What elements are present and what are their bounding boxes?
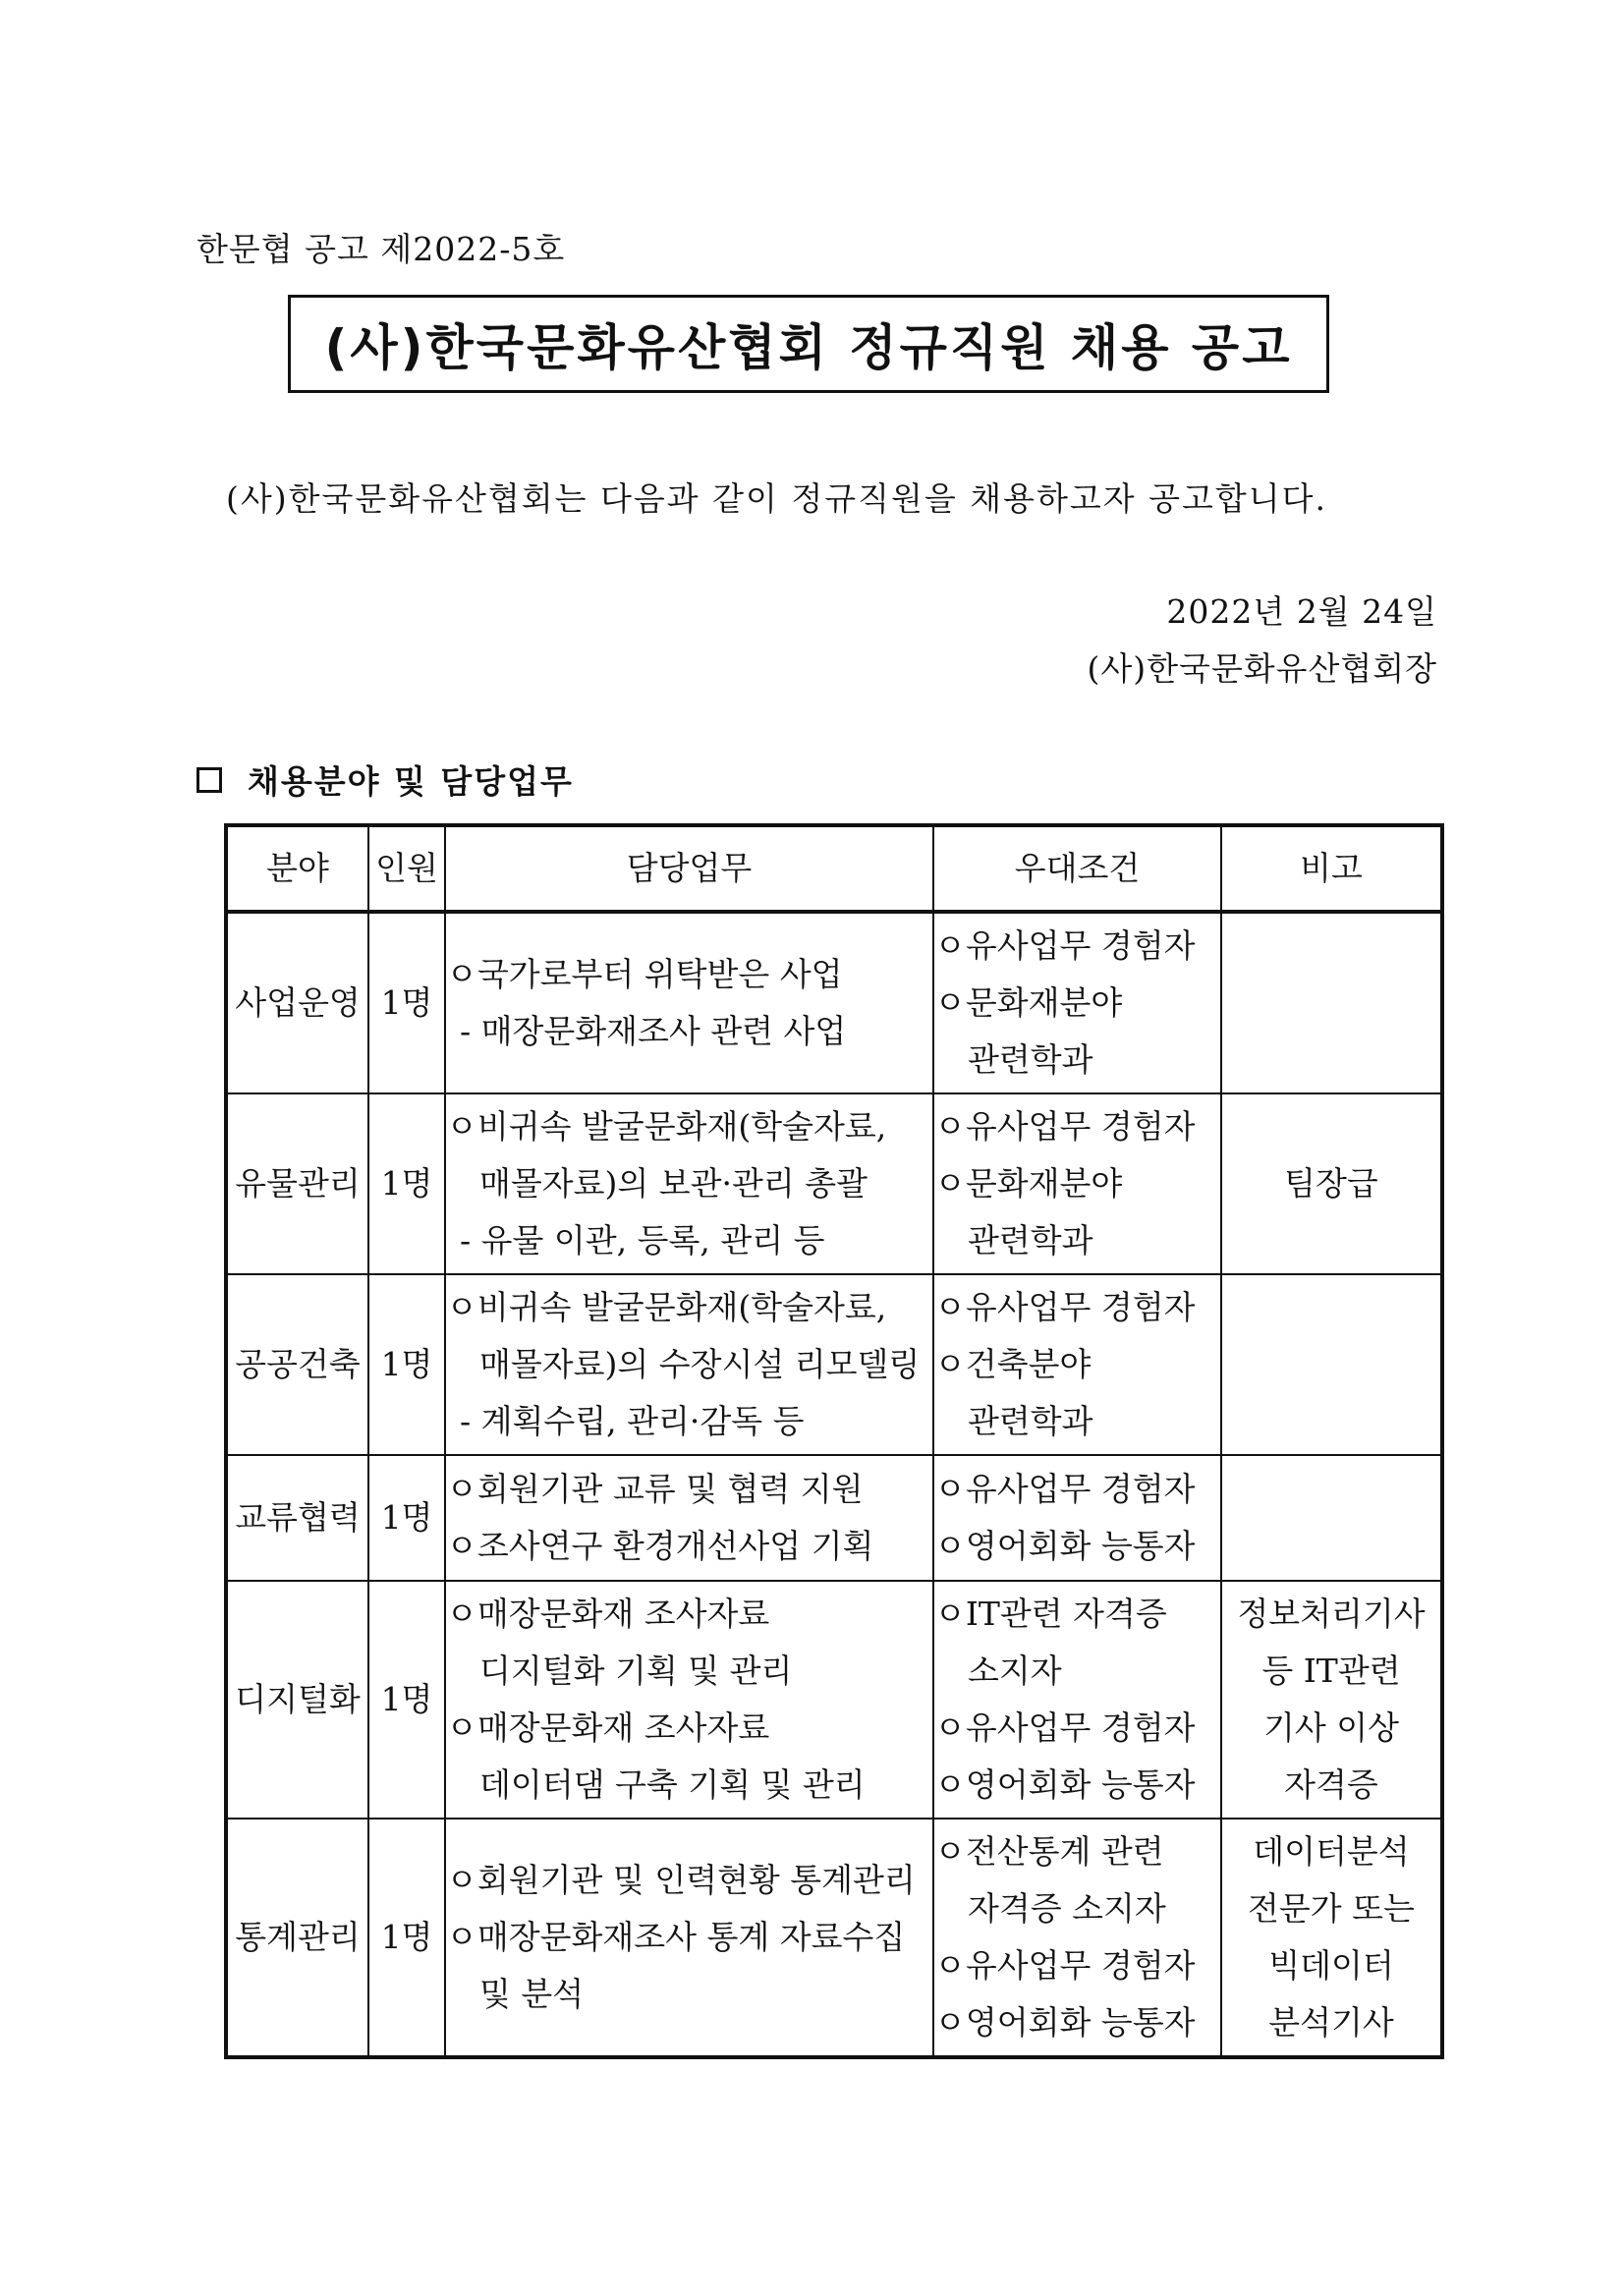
table-header-row xyxy=(226,825,1442,912)
count-cell: 1명 xyxy=(368,912,445,1093)
pref-line: ㅇ유사업무 경험자 xyxy=(934,1946,1196,1985)
field-cell: 유물관리 xyxy=(226,1093,368,1274)
note-line: 기사 이상 xyxy=(1262,1708,1399,1747)
duty-line: ㅇ회원기관 및 인력현황 통계관리 xyxy=(446,1861,916,1899)
pref-line: 자격증 소지자 xyxy=(968,1889,1166,1928)
table-row xyxy=(226,912,1442,1093)
field-cell: 교류협력 xyxy=(226,1455,368,1581)
pref-line: ㅇ건축분야 xyxy=(934,1345,1092,1383)
duties-cell xyxy=(445,1455,933,1581)
section-heading xyxy=(196,756,574,803)
note-line: 분석기사 xyxy=(1268,2003,1394,2042)
note-cell xyxy=(1221,1819,1442,2057)
field-cell: 통계관리 xyxy=(226,1819,368,2057)
pref-line: ㅇ문화재분야 xyxy=(934,1164,1123,1203)
duty-line: ㅇ회원기관 교류 및 협력 지원 xyxy=(446,1470,864,1508)
count-cell: 1명 xyxy=(368,1093,445,1274)
table-row xyxy=(226,1093,1442,1274)
page-title: (사)한국문화유산협회 정규직원 채용 공고 xyxy=(324,319,1293,376)
note-line: 팀장급 xyxy=(1284,1164,1378,1203)
field-cell: 디지털화 xyxy=(226,1581,368,1819)
duty-line: 디지털화 기획 및 관리 xyxy=(479,1652,793,1690)
note-cell xyxy=(1221,1455,1442,1581)
pref-line: ㅇ문화재분야 xyxy=(934,983,1123,1022)
duty-line: ㅇ비귀속 발굴문화재(학술자료, xyxy=(446,1288,887,1326)
note-cell xyxy=(1221,912,1442,1093)
preferences-cell xyxy=(933,1274,1221,1455)
field-cell: 공공건축 xyxy=(226,1274,368,1455)
duty-line: 데이터댐 구축 기획 및 관리 xyxy=(479,1765,866,1804)
header-duties: 담당업무 xyxy=(445,825,933,912)
header-note: 비고 xyxy=(1221,825,1442,912)
notice-date: 2022년 2월 24일 xyxy=(1166,592,1437,631)
pref-line: 소지자 xyxy=(968,1652,1062,1690)
pref-line: ㅇ영어회화 능통자 xyxy=(934,1527,1196,1565)
title-box xyxy=(288,295,1329,393)
pref-line: ㅇ유사업무 경험자 xyxy=(934,1107,1196,1146)
note-line: 정보처리기사 xyxy=(1237,1595,1426,1633)
issuer-name: (사)한국문화유산협회장 xyxy=(1087,649,1437,688)
checkbox-icon xyxy=(196,767,222,793)
pref-line: ㅇ전산통계 관련 xyxy=(934,1832,1164,1871)
duty-line: 및 분석 xyxy=(479,1975,585,2013)
pref-line: ㅇ유사업무 경험자 xyxy=(934,1288,1196,1326)
note-line: 등 IT관련 xyxy=(1261,1652,1401,1690)
note-cell xyxy=(1221,1274,1442,1455)
count-cell: 1명 xyxy=(368,1455,445,1581)
duty-line: ㅇ매장문화재 조사자료 xyxy=(446,1595,770,1633)
count-cell: 1명 xyxy=(368,1581,445,1819)
duties-cell xyxy=(445,1819,933,2057)
duties-cell xyxy=(445,1581,933,1819)
intro-text: (사)한국문화유산협회는 다음과 같이 정규직원을 채용하고자 공고합니다. xyxy=(226,479,1328,518)
duties-cell xyxy=(445,1274,933,1455)
duty-line: ㅇ비귀속 발굴문화재(학술자료, xyxy=(446,1107,887,1146)
notice-number: 한문협 공고 제2022-5호 xyxy=(196,230,566,268)
preferences-cell xyxy=(933,1581,1221,1819)
table-row xyxy=(226,1455,1442,1581)
header-field: 분야 xyxy=(226,825,368,912)
preferences-cell xyxy=(933,1093,1221,1274)
duty-line: ㅇ조사연구 환경개선사업 기획 xyxy=(446,1527,874,1565)
duty-line: ㅇ매장문화재 조사자료 xyxy=(446,1708,770,1747)
duties-cell xyxy=(445,1093,933,1274)
pref-line: ㅇ유사업무 경험자 xyxy=(934,926,1196,965)
duty-line: - 유물 이관, 등록, 관리 등 xyxy=(460,1221,825,1260)
note-cell xyxy=(1221,1093,1442,1274)
pref-line: ㅇ영어회화 능통자 xyxy=(934,2003,1196,2042)
preferences-cell xyxy=(933,1455,1221,1581)
pref-line: ㅇ유사업무 경험자 xyxy=(934,1470,1196,1508)
pref-line: ㅇ유사업무 경험자 xyxy=(934,1708,1196,1747)
pref-line: ㅇIT관련 자격증 xyxy=(934,1595,1167,1633)
table-row xyxy=(226,1819,1442,2057)
duty-line: ㅇ국가로부터 위탁받은 사업 xyxy=(446,955,843,993)
table-row xyxy=(226,1274,1442,1455)
note-line: 자격증 xyxy=(1284,1765,1378,1804)
note-line: 빅데이터 xyxy=(1268,1946,1394,1985)
table-row xyxy=(226,1581,1442,1819)
count-cell: 1명 xyxy=(368,1274,445,1455)
pref-line: 관련학과 xyxy=(968,1221,1093,1260)
header-preferences: 우대조건 xyxy=(933,825,1221,912)
duties-cell xyxy=(445,912,933,1093)
header-count: 인원 xyxy=(368,825,445,912)
field-cell: 사업운영 xyxy=(226,912,368,1093)
jobs-table xyxy=(224,823,1444,2059)
pref-line: 관련학과 xyxy=(968,1040,1093,1079)
duty-line: 매몰자료)의 보관·관리 총괄 xyxy=(479,1164,868,1203)
duty-line: 매몰자료)의 수장시설 리모델링 xyxy=(479,1345,921,1383)
preferences-cell xyxy=(933,912,1221,1093)
duty-line: - 계획수립, 관리·감독 등 xyxy=(460,1402,805,1440)
note-cell xyxy=(1221,1581,1442,1819)
note-line: 데이터분석 xyxy=(1253,1832,1410,1871)
pref-line: ㅇ영어회화 능통자 xyxy=(934,1765,1196,1804)
duty-line: - 매장문화재조사 관련 사업 xyxy=(460,1012,847,1050)
count-cell: 1명 xyxy=(368,1819,445,2057)
preferences-cell xyxy=(933,1819,1221,2057)
note-line: 전문가 또는 xyxy=(1248,1889,1415,1928)
duty-line: ㅇ매장문화재조사 통계 자료수집 xyxy=(446,1918,906,1956)
pref-line: 관련학과 xyxy=(968,1402,1093,1440)
section-heading-text: 채용분야 및 담당업무 xyxy=(248,762,574,801)
